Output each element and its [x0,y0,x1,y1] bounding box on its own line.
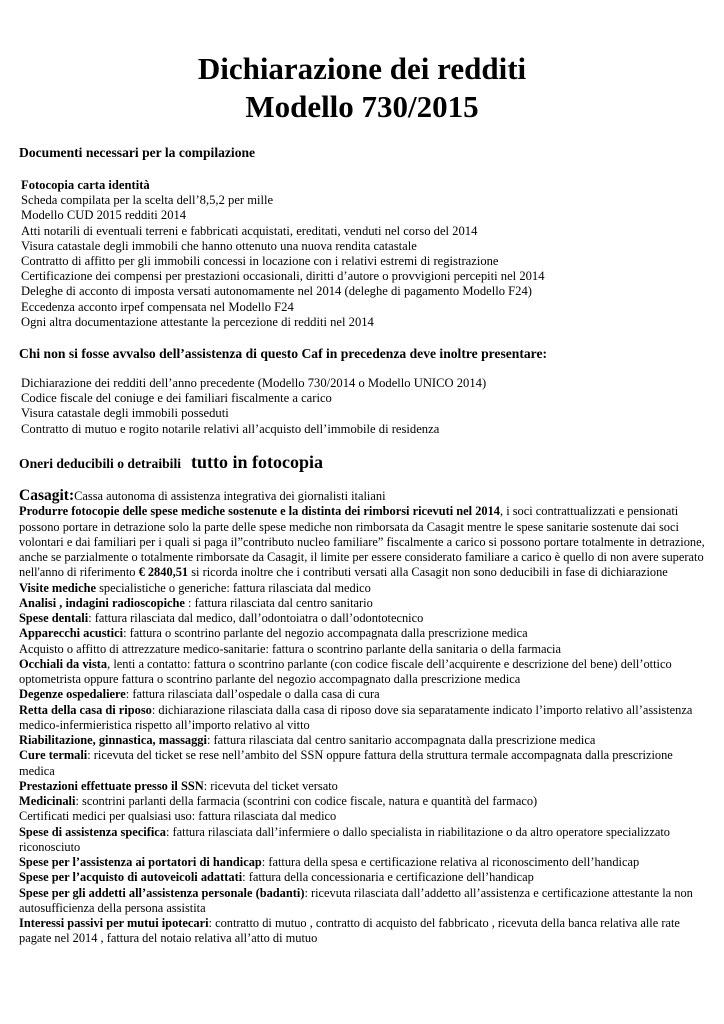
entry-text: specialistiche o generiche: fattura rilasciata dal medico [95,580,371,595]
entry-label: Apparecchi acustici [19,626,124,641]
casagit-bold-text: Produrre fotocopie delle spese mediche sostenute e la distinta dei rimborsi ricevuti nel 2014 [19,504,500,519]
oneri-label: Oneri deducibili o detraibili [19,456,182,471]
list-item: Certificazione dei compensi per prestazioni occasionali, diritti d’autore o provvigioni percepiti nel 2014 [21,269,545,284]
entry-text: : ricevuta rilasciata dall’addetto all’assistenza e certificazione attestante la non autosufficienza della persona assistita [19,885,693,915]
entry-text: : fattura rilasciata dall’infermiere o dallo specialista in riabilitazione o da altro operatore specializzato riconosciuto [19,824,670,854]
title-line-2: Modello 730/2015 [245,89,479,124]
entry [19,748,709,779]
entry-text: : scontrini parlanti della farmacia (scontrini con codice fiscale, natura e quantità del farmaco) [75,794,538,808]
entry [19,687,709,702]
list-item: Visura catastale degli immobili posseduti [21,406,229,421]
casagit-label: Casagit: [19,487,75,504]
entry-text: : contratto di mutuo , contratto di acquisto del fabbricato , ricevuta della banca relativa alle rate pagate nel 2014 , fattura del notaio relativa all’atto di mutuo [19,916,680,946]
documents-list [21,178,545,330]
entry [19,794,709,809]
entry [19,596,709,611]
entry-text: : fattura rilasciata dal centro sanitario [184,595,373,610]
entry [19,779,709,794]
entry [19,657,709,688]
casagit-paragraph [19,504,709,580]
entry-label: Medicinali [19,794,76,808]
entry [19,825,709,856]
entry [19,703,709,734]
casagit-line [19,488,709,504]
entry [19,916,709,947]
entry-label: Retta della casa di riposo [19,702,152,717]
entry-label: Riabilitazione, ginnastica, massaggi [19,733,207,747]
entry-label: Prestazioni effettuate presso il SSN [19,778,204,793]
entry-label: Spese di assistenza specifica [19,824,166,839]
list-item: Fotocopia carta identità [21,178,150,192]
entry-text: : dichiarazione rilasciata dalla casa di riposo dove sia separatamente indicato l’importo relativo all’assistenza medico-infermieristica rispetto all’importo relativo al vitto [19,702,693,732]
list-item: Modello CUD 2015 redditi 2014 [21,208,187,223]
entry-label: Visite mediche [19,580,96,595]
entry-text: : ricevuta del ticket se rese nell’ambito del SSN oppure fattura della struttura termale accompagnata dalla prescrizione medica [19,748,673,778]
entry-text: , lenti a contatto: fattura o scontrino parlante (con codice fiscale dell’acquirente e descrizione del bene) dell’ottico optometrista oppure fattura o scontrino parlante del negozio accompagnato dalla prescrizione medica [19,656,672,686]
casagit-description: Cassa autonoma di assistenza integrativa dei giornalisti italiani [74,489,386,503]
document-title [0,50,724,126]
entry-label: Spese dentali [19,611,89,625]
entry-label: Cure termali [19,748,88,763]
title-line-1: Dichiarazione dei redditi [197,51,527,86]
list-item: Deleghe di acconto di imposta versati autonomamente nel 2014 (deleghe di pagamento Modello F24) [21,284,532,299]
entry-label: Spese per l’acquisto di autoveicoli adattati [19,870,243,885]
list-item: Contratto di mutuo e rogito notarile relativi all’acquisto dell’immobile di residenza [21,421,440,436]
section-heading-documents: Documenti necessari per la compilazione [19,145,256,160]
entry-text: : fattura rilasciata dall’ospedale o dalla casa di cura [125,687,380,702]
entry [19,642,709,657]
entry [19,733,709,748]
entry-label: Spese per l’assistenza ai portatori di handicap [19,855,262,869]
entry-label: Analisi , indagini radioscopiche [19,595,185,610]
list-item: Dichiarazione dei redditi dell’anno precedente (Modello 730/2014 o Modello UNICO 2014) [21,376,487,390]
oneri-emphasis: tutto in fotocopia [191,452,324,472]
entry-label: Degenze ospedaliere [19,687,126,702]
entry [19,855,709,870]
entry [19,870,709,885]
entry [19,886,709,917]
list-item: Visura catastale degli immobili che hanno ottenuto una nuova rendita catastale [21,238,417,253]
list-item: Ogni altra documentazione attestante la percezione di redditi nel 2014 [21,314,374,329]
entry-label: Interessi passivi per mutui ipotecari [19,916,209,930]
casagit-text-1: , i soci contrattualizzati e pensionati possono portare in detrazione solo la parte delle spese mediche non rimborsata da Casagit mentre le spese sanitarie sostenute dai soci volontari e dai familiari per i quali si paga il”contributo nucleo familiare” fiscalmente a carico si possono portare totalmente in detrazione, anche se parzialmente o totalmente rimborsate da Casagit, il limite per essere considerato familiare a carico è quello di non avere superato nell'anno di riferimento [19,504,705,580]
list-item: Atti notarili di eventuali terreni e fabbricati acquistati, ereditati, venduti nel corso del 2014 [21,223,478,238]
entry-label: Occhiali da vista [19,656,108,671]
entry-text: : fattura della spesa e certificazione relativa al riconoscimento dell’handicap [261,855,640,869]
oneri-heading [19,452,323,473]
list-item: Scheda compilata per la scelta dell’8,5,2 per mille [21,193,274,208]
deductions-body [19,488,709,947]
entry-text: : fattura della concessionaria e certificazione dell’handicap [242,870,534,885]
entry-text: : fattura o scontrino parlante del negozio accompagnata dalla prescrizione medica [123,626,528,641]
entry-text: : fattura rilasciata dal medico, dall’odontoiatra o dall’odontotecnico [88,611,424,625]
new-clients-list [21,376,486,437]
list-item: Eccedenza acconto irpef compensata nel Modello F24 [21,299,294,314]
entry [19,626,709,641]
list-item: Codice fiscale del coniuge e dei familiari fiscalmente a carico [21,391,332,406]
entry [19,611,709,626]
casagit-amount: € 2840,51 [138,565,189,580]
entry-text: : ricevuta del ticket versato [203,778,338,793]
entry-text: Certificati medici per qualsiasi uso: fattura rilasciata dal medico [19,809,337,824]
entry [19,581,709,596]
entry [19,809,709,824]
entry-text: : fattura rilasciata dal centro sanitario accompagnata dalla prescrizione medica [206,733,596,747]
entry-text: Acquisto o affitto di attrezzature medico-sanitarie: fattura o scontrino parlante della sanitaria o della farmacia [19,641,561,656]
casagit-text-2: si ricorda inoltre che i contributi versati alla Casagit non sono deducibili in fase di dichiarazione [188,565,668,580]
section-heading-new-clients: Chi non si fosse avvalso dell’assistenza di questo Caf in precedenza deve inoltre presentare: [19,346,548,361]
list-item: Contratto di affitto per gli immobili concessi in locazione con i relativi estremi di registrazione [21,254,499,269]
entry-label: Spese per gli addetti all’assistenza personale (badanti) [19,885,305,900]
